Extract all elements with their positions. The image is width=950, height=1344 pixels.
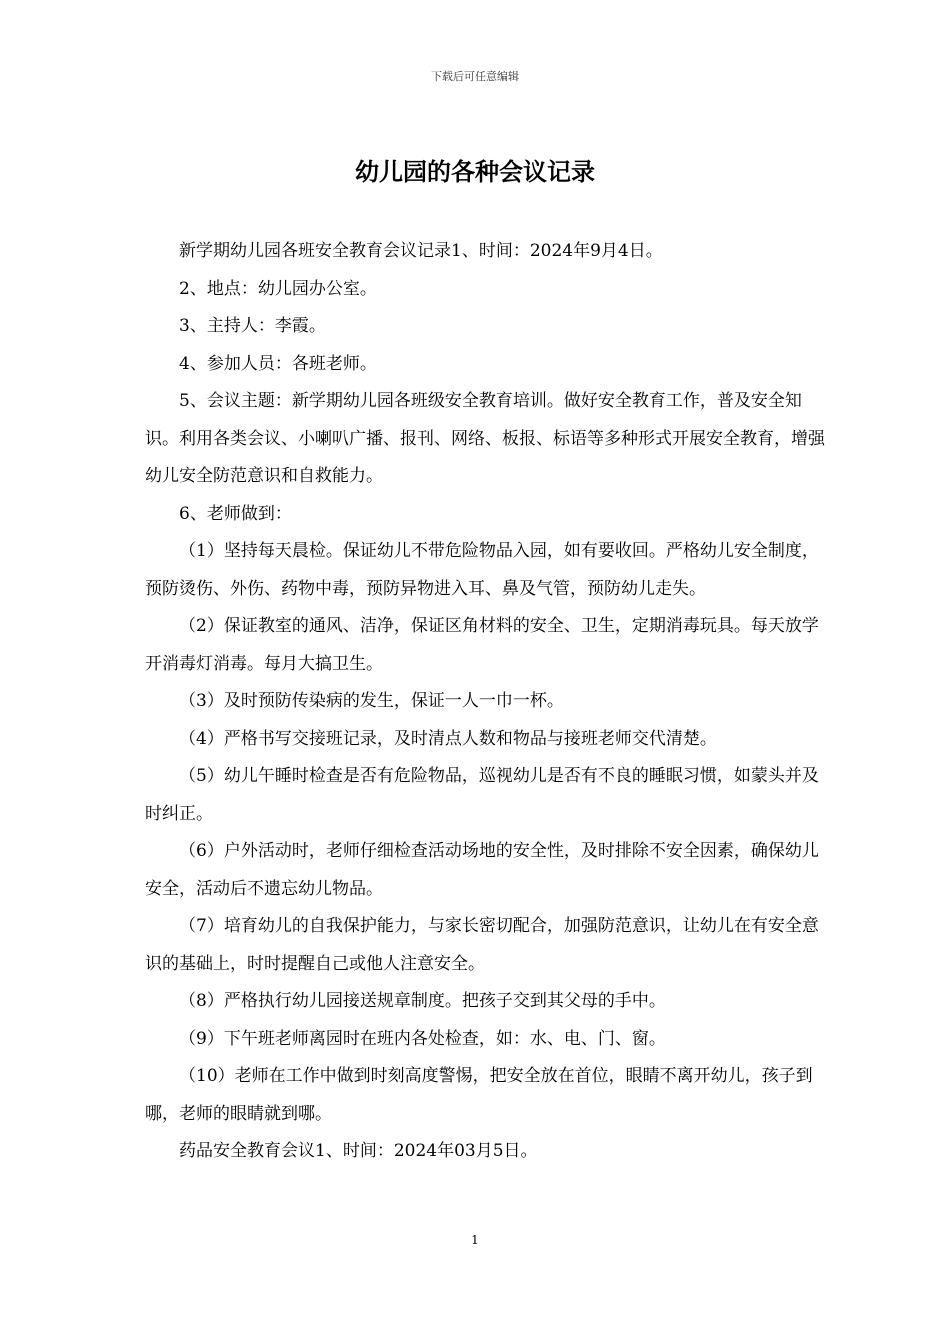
paragraph: （4）严格书写交接班记录，及时清点人数和物品与接班老师交代清楚。 (179, 728, 717, 749)
paragraph: 2、地点：幼儿园办公室。 (179, 278, 377, 299)
paragraph: 3、主持人：李霞。 (179, 316, 326, 336)
paragraph: （6）户外活动时，老师仔细检查活动场地的安全性，及时排除不安全因素，确保幼儿安全，活动后不遗忘幼儿物品。 (145, 841, 819, 899)
paragraph: （1）坚持每天晨检。保证幼儿不带危险物品入园，如有要收回。严格幼儿安全制度，预防烫伤、外伤、药物中毒，预防异物进入耳、鼻及气管，预防幼儿走失。 (145, 541, 819, 599)
paragraph: （2）保证教室的通风、洁净，保证区角材料的安全、卫生，定期消毒玩具。每天放学开消毒灯消毒。每月大搞卫生。 (145, 616, 819, 674)
page-header: 下载后可任意编辑 (431, 70, 519, 83)
paragraph: 6、老师做到： (179, 503, 292, 524)
paragraph: （5）幼儿午睡时检查是否有危险物品，巡视幼儿是否有不良的睡眠习惯，如蒙头并及时纠正。 (145, 766, 819, 824)
paragraph: （7）培育幼儿的自我保护能力，与家长密切配合，加强防范意识，让幼儿在有安全意识的基础上，时时提醒自己或他人注意安全。 (145, 916, 819, 974)
page-number: 1 (471, 1233, 479, 1247)
paragraph: （10）老师在工作中做到时刻高度警惕，把安全放在首位，眼睛不离开幼儿，孩子到哪，老师的眼睛就到哪。 (145, 1066, 813, 1124)
paragraph: （3）及时预防传染病的发生，保证一人一巾一杯。 (179, 691, 564, 711)
paragraph: 4、参加人员：各班老师。 (179, 353, 377, 374)
document-title: 幼儿园的各种会议记录 (355, 158, 595, 186)
paragraph: 5、会议主题：新学期幼儿园各班级安全教育培训。做好安全教育工作，普及安全知识。利用各类会议、小喇叭广播、报刊、网络、板报、标语等多种形式开展安全教育，增强幼儿安全防范意识和自救能力。 (145, 391, 825, 486)
paragraph: （9）下午班老师离园时在班内各处检查，如：水、电、门、窗。 (179, 1028, 666, 1049)
document-body (145, 233, 825, 1171)
paragraph: 药品安全教育会议1、时间：2024年03月5日。 (179, 1141, 538, 1161)
paragraph: 新学期幼儿园各班安全教育会议记录1、时间：2024年9月4日。 (179, 241, 663, 261)
paragraph: （8）严格执行幼儿园接送规章制度。把孩子交到其父母的手中。 (179, 991, 666, 1011)
